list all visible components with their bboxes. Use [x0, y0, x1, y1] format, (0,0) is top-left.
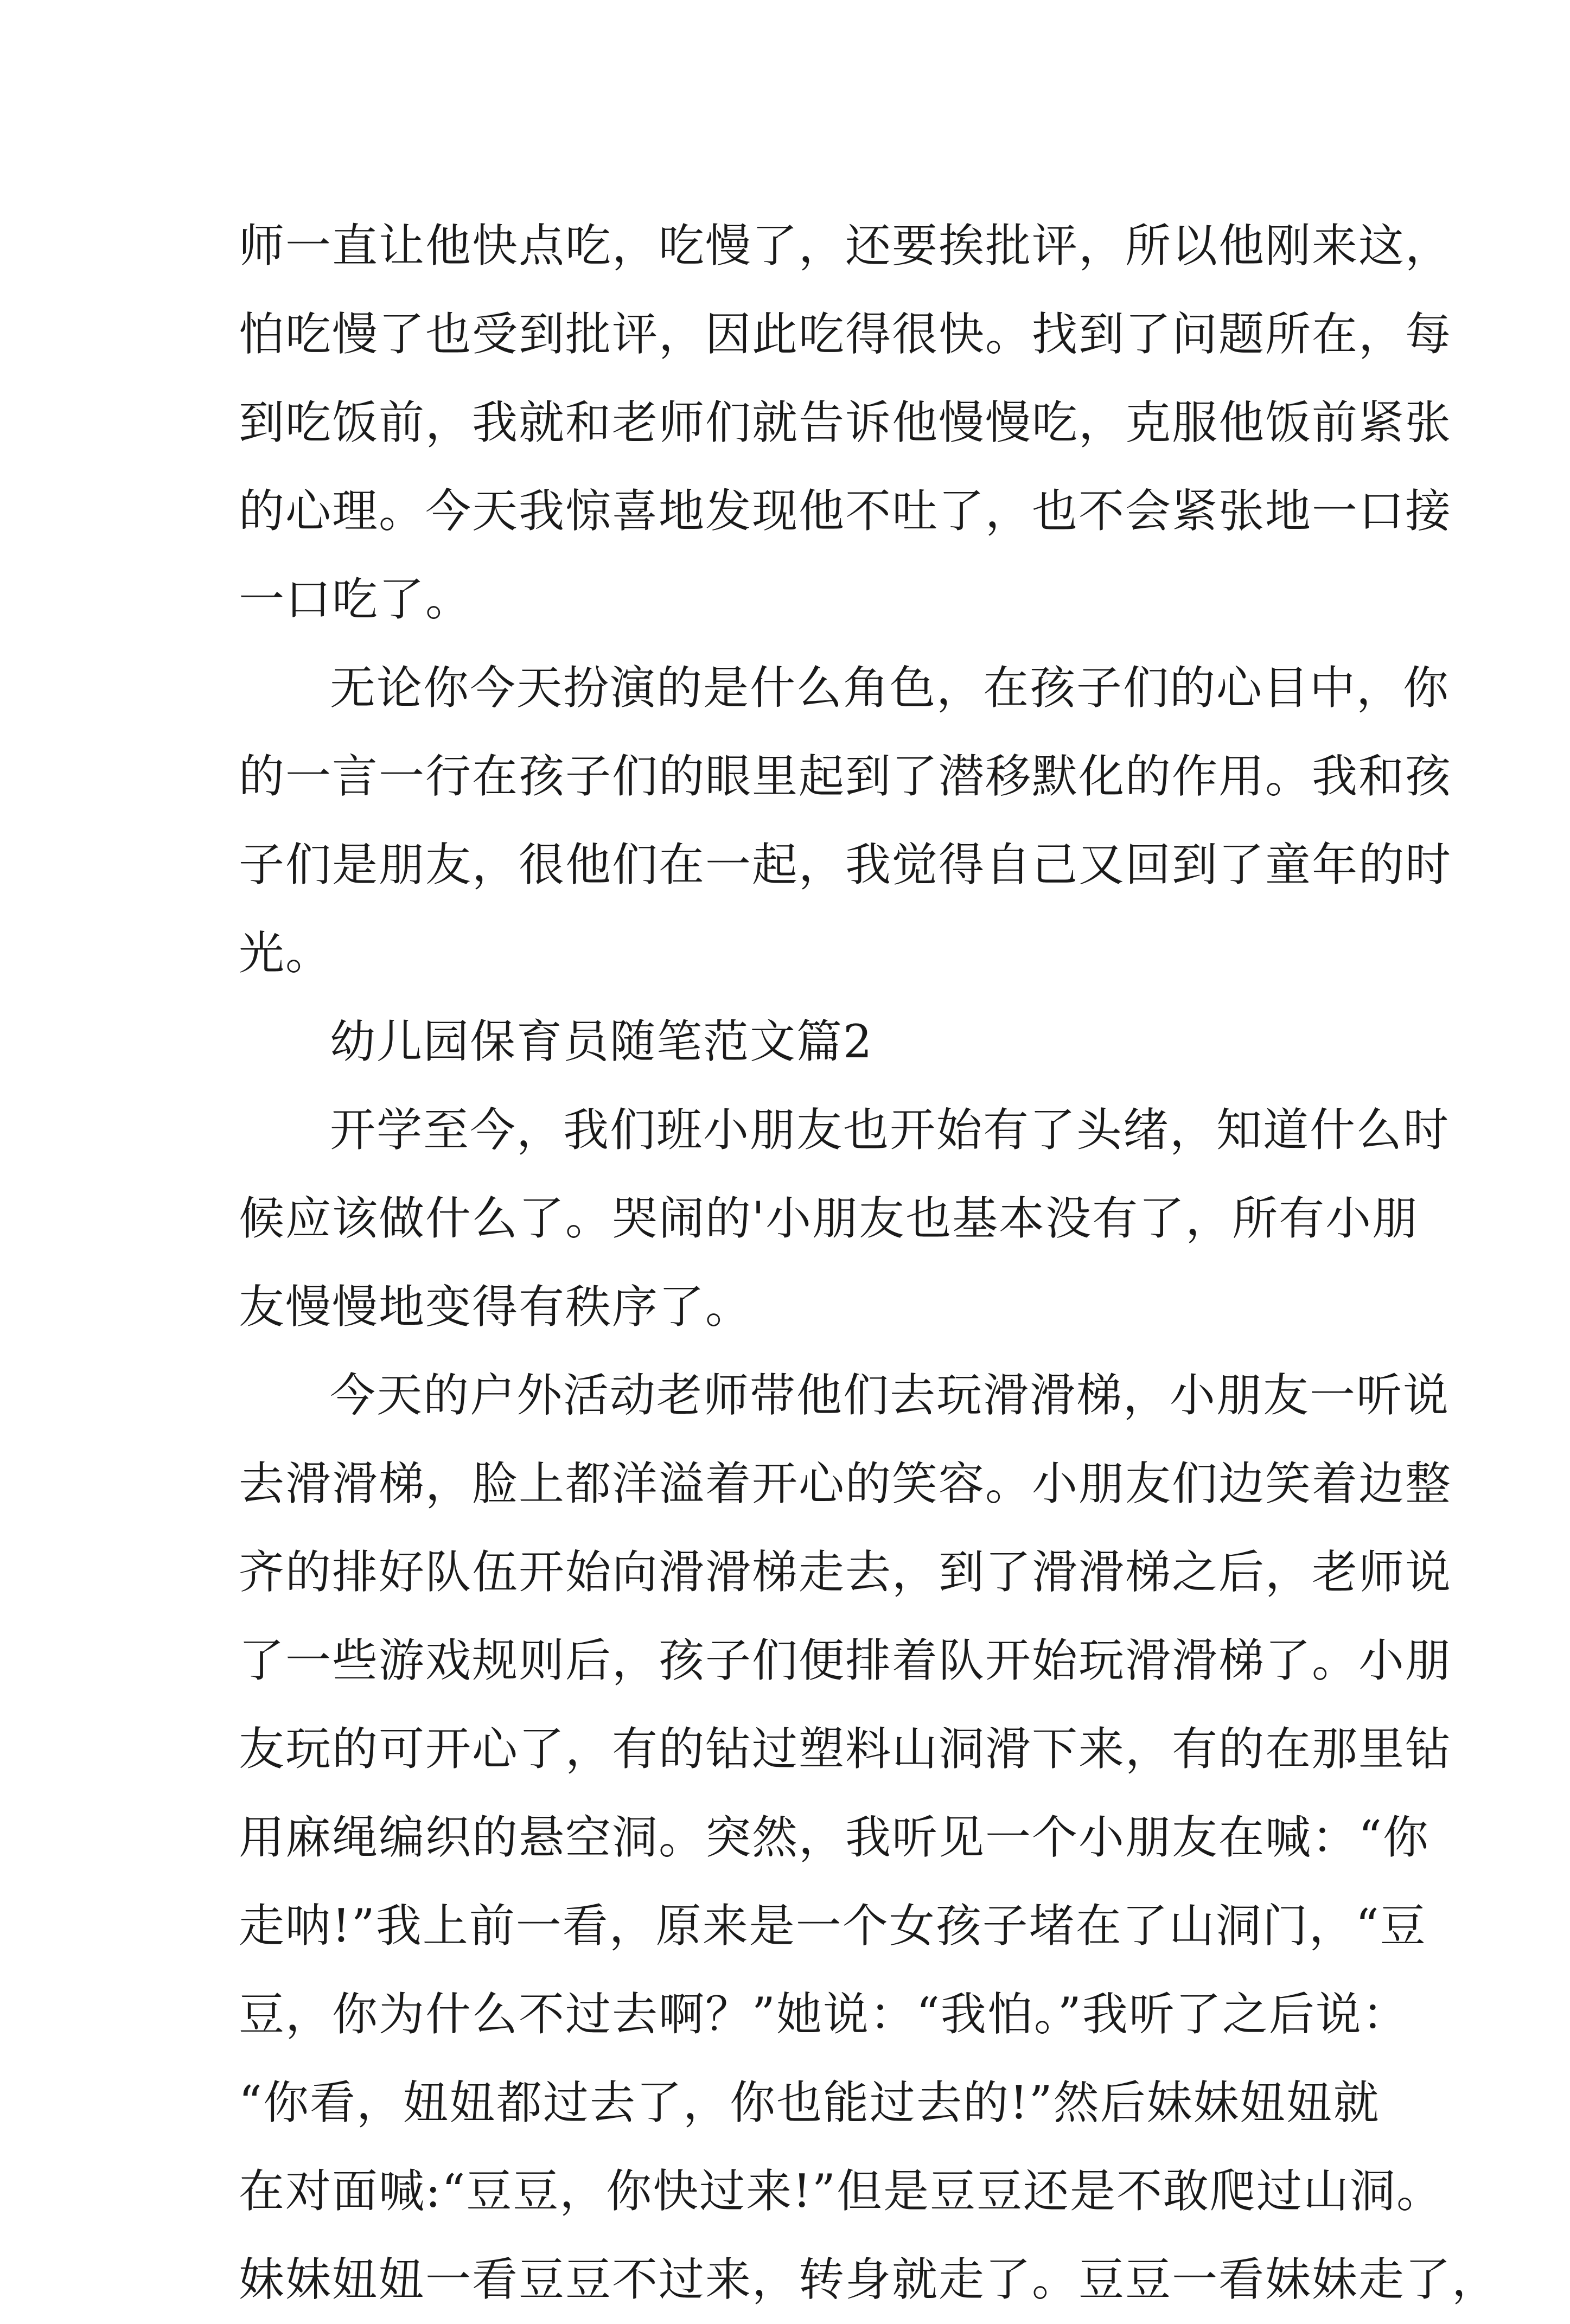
text-line: 开学至今，我们班小朋友也开始有了头绪，知道什么时 [330, 1103, 1450, 1157]
text-line: 子们是朋友，很他们在一起，我觉得自己又回到了童年的时 [239, 838, 1452, 891]
text-line: 怕吃慢了也受到批评，因此吃得很快。找到了问题所在，每 [239, 308, 1452, 361]
text-line: 的一言一行在孩子们的眼里起到了潜移默化的作用。我和孩 [239, 750, 1452, 803]
document-body [239, 202, 1499, 2324]
text-line: 师一直让他快点吃，吃慢了，还要挨批评，所以他刚来这， [239, 219, 1452, 272]
text-line: 了一些游戏规则后，孩子们便排着队开始玩滑滑梯了。小朋 [239, 1634, 1452, 1687]
text-line: 妹妹妞妞一看豆豆不过来，转身就走了。豆豆一看妹妹走了， [239, 2253, 1499, 2306]
text-line: 无论你今天扮演的是什么角色，在孩子们的心目中，你 [330, 661, 1450, 714]
text-line: “你看，妞妞都过去了，你也能过去的!”然后妹妹妞妞就 [239, 2076, 1380, 2129]
text-line: 光。 [239, 927, 333, 980]
section-heading: 幼儿园保育员随笔范文篇2 [330, 1015, 873, 1068]
text-line: 到吃饭前，我就和老师们就告诉他慢慢吃，克服他饭前紧张 [239, 396, 1452, 449]
text-line: 一口吃了。 [239, 573, 473, 626]
text-line: 候应该做什么了。哭闹的'小朋友也基本没有了，所有小朋 [239, 1192, 1419, 1245]
text-line: 用麻绳编织的悬空洞。突然，我听见一个小朋友在喊：“你 [239, 1811, 1429, 1864]
text-line: 豆，你为什么不过去啊？”她说：“我怕。”我听了之后说： [239, 1988, 1409, 2041]
text-line: 的心理。今天我惊喜地发现他不吐了，也不会紧张地一口接 [239, 484, 1452, 538]
text-line: 友玩的可开心了，有的钻过塑料山洞滑下来，有的在那里钻 [239, 1722, 1452, 1776]
text-line: 在对面喊:“豆豆，你快过来!”但是豆豆还是不敢爬过山洞。 [239, 2165, 1443, 2218]
text-line: 齐的排好队伍开始向滑滑梯走去，到了滑滑梯之后，老师说 [239, 1546, 1452, 1599]
text-line: 今天的户外活动老师带他们去玩滑滑梯，小朋友一听说 [330, 1369, 1450, 1422]
text-line: 去滑滑梯，脸上都洋溢着开心的笑容。小朋友们边笑着边整 [239, 1457, 1452, 1510]
text-line: 友慢慢地变得有秩序了。 [239, 1280, 752, 1333]
text-line: 走呐!”我上前一看，原来是一个女孩子堵在了山洞门，“豆 [239, 1899, 1427, 1952]
